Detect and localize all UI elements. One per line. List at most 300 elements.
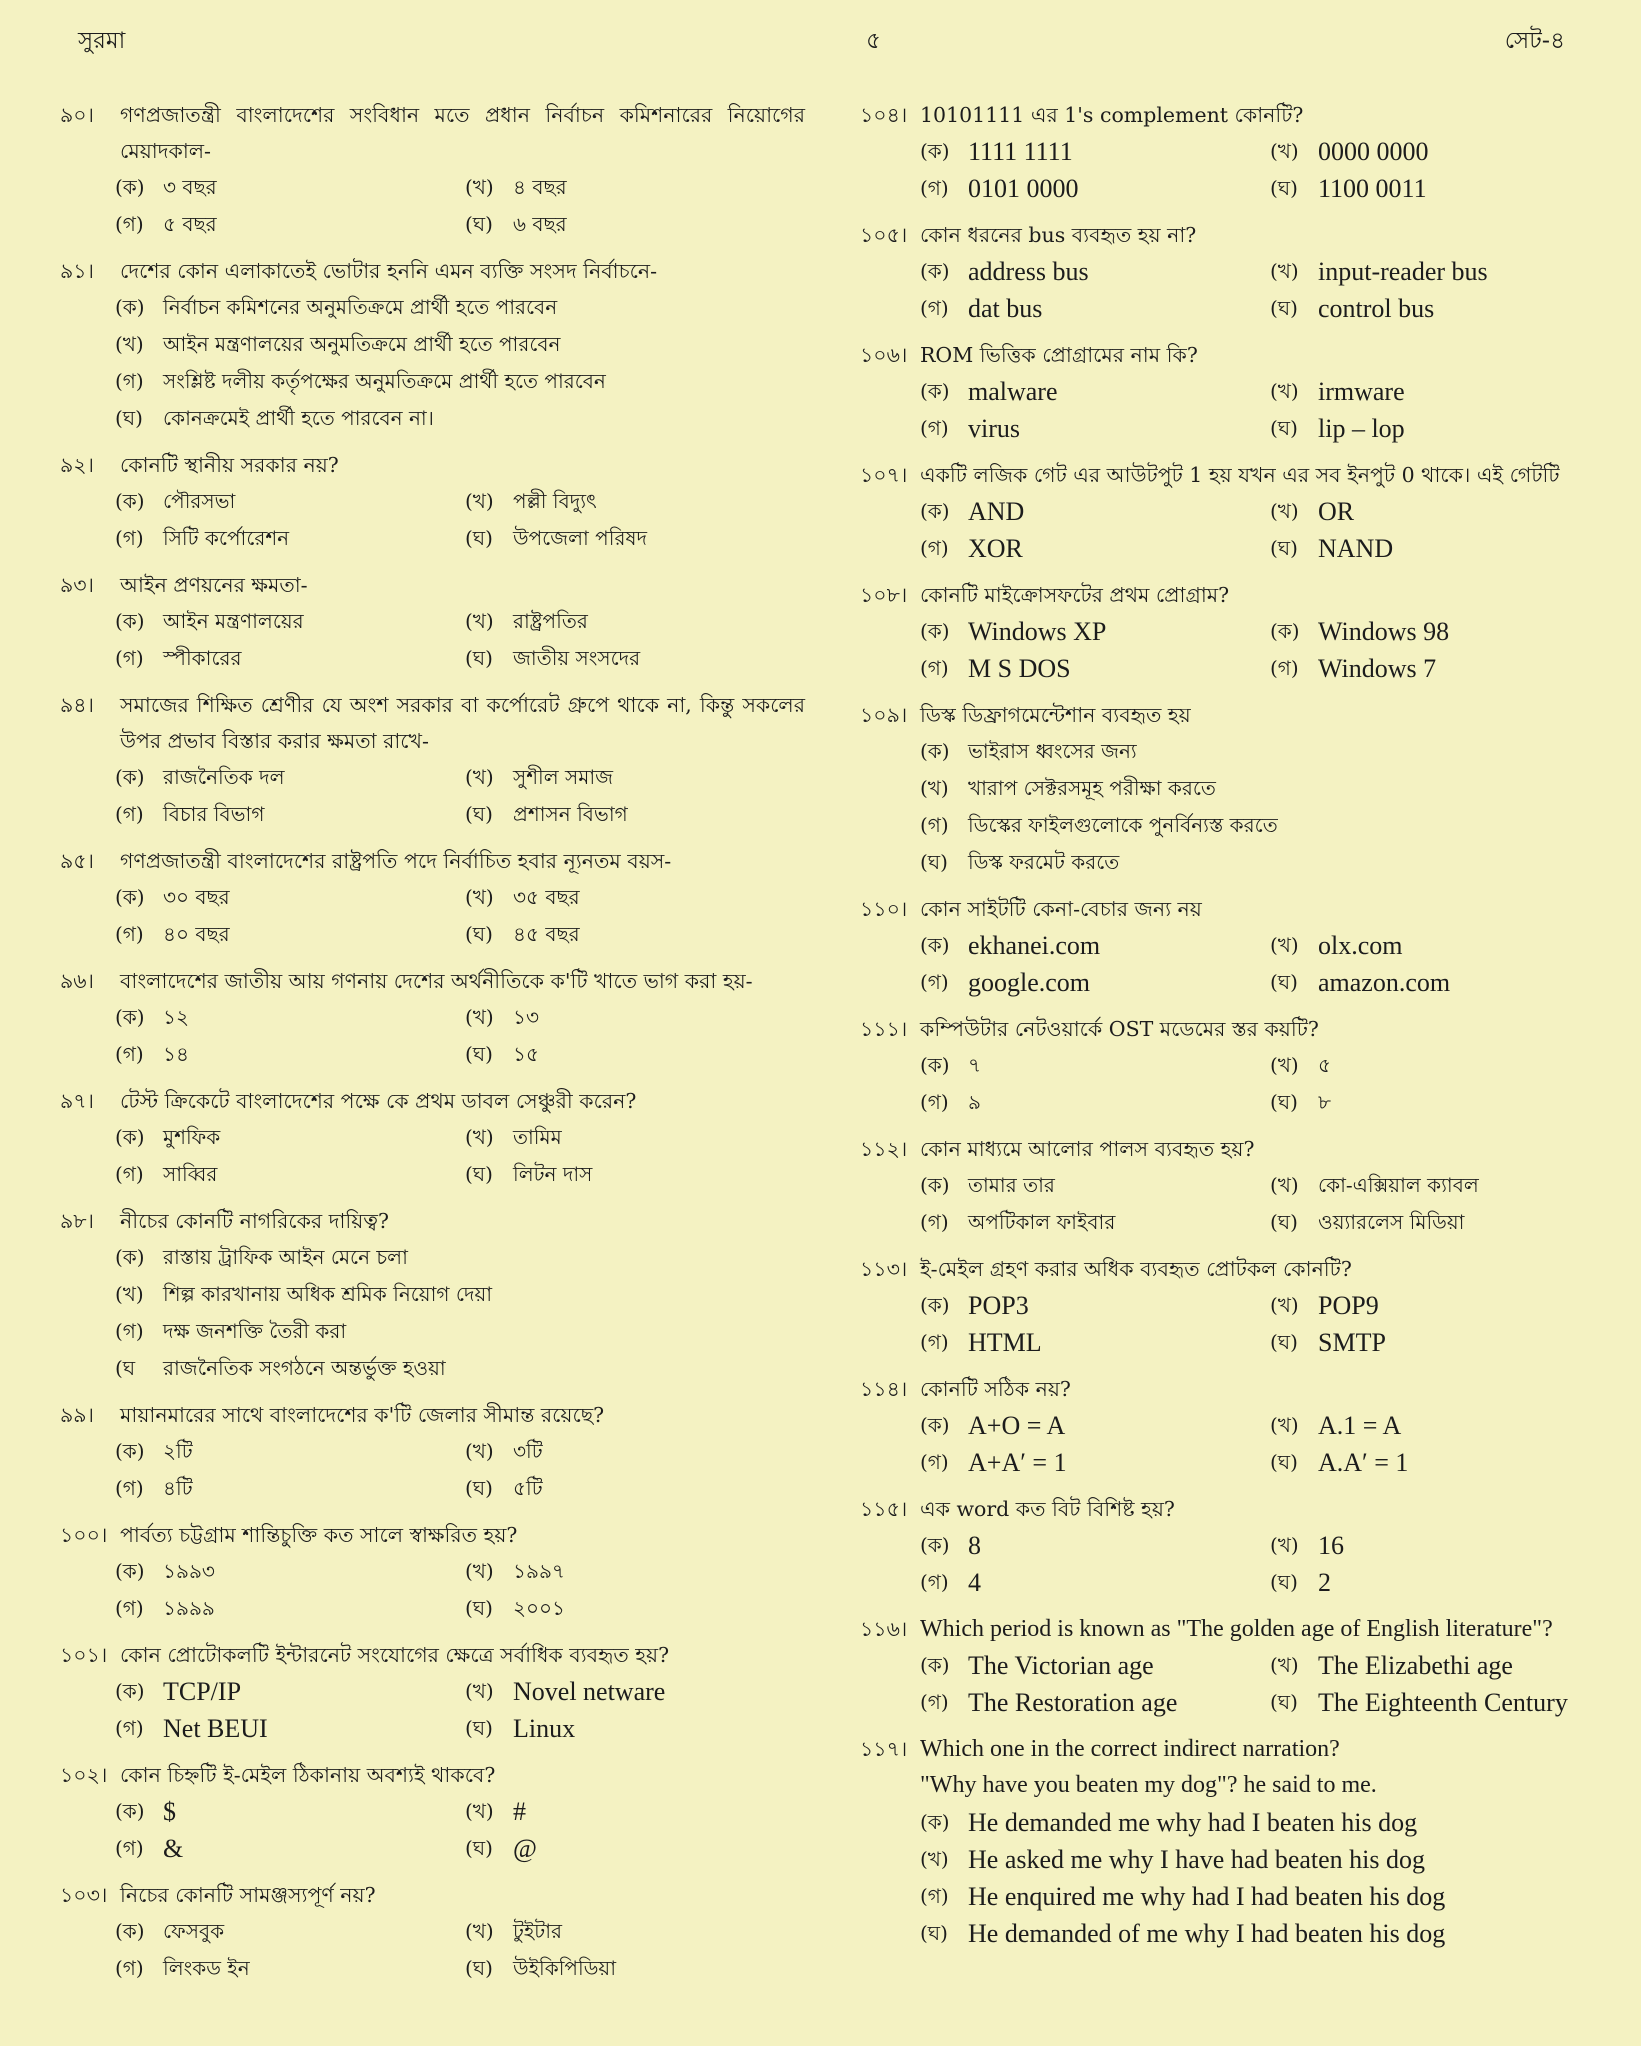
question-number: ১১৭। — [860, 1737, 908, 1761]
option-text: সিটি কর্পোরেশন — [163, 526, 290, 550]
option-item — [920, 964, 1270, 1001]
option-item — [1270, 1647, 1600, 1684]
option-text: dat bus — [968, 294, 1043, 323]
option-label: (ক) — [115, 1679, 145, 1703]
option-item — [920, 1804, 1600, 1841]
option-item — [1270, 530, 1600, 567]
option-label: (ক) — [920, 259, 950, 283]
option-text: ১৫ — [513, 1042, 539, 1066]
option-item — [115, 1350, 805, 1387]
option-text: আইন মন্ত্রণালয়ের — [163, 609, 304, 633]
option-label: (খ) — [465, 1679, 494, 1703]
option-label: (গ) — [920, 1450, 949, 1474]
option-text: ২টি — [163, 1439, 193, 1463]
option-item — [920, 733, 1600, 770]
option-text: তামার তার — [968, 1173, 1055, 1197]
option-text: ১৯৯৩ — [163, 1559, 215, 1583]
question-head — [60, 687, 805, 759]
option-item — [1270, 1444, 1600, 1481]
option-text: 0000 0000 — [1318, 137, 1429, 166]
option-label: (গ) — [920, 970, 949, 994]
question-item — [60, 963, 805, 1073]
option-label: (ঘ) — [465, 1042, 493, 1066]
option-label: (খ) — [1270, 1293, 1299, 1317]
option-text: Novel netware — [513, 1677, 666, 1706]
option-text: 1100 0011 — [1318, 174, 1427, 203]
option-text: রাষ্ট্রপতির — [513, 609, 588, 633]
question-item — [860, 97, 1600, 207]
option-label: (খ) — [1270, 1173, 1299, 1197]
option-label: (ঘ) — [115, 406, 143, 430]
option-text: ডিস্ক ফরমেট করতে — [968, 850, 1120, 874]
option-label: (ক) — [115, 1125, 145, 1149]
options-grid — [860, 1527, 1600, 1601]
question-head — [860, 1011, 1600, 1047]
option-text: POP9 — [1318, 1291, 1379, 1320]
option-text: AND — [968, 497, 1025, 526]
option-text: আইন মন্ত্রণালয়ের অনুমতিক্রমে প্রার্থী হতে পারবেন — [163, 332, 561, 356]
option-label: (ঘ) — [465, 802, 493, 826]
option-label: (ঘ) — [465, 1162, 493, 1186]
option-item — [1270, 1287, 1600, 1324]
question-number: ১০৬। — [860, 343, 908, 367]
option-item — [465, 1036, 805, 1073]
option-label: (ক) — [1270, 619, 1300, 643]
option-text: লিংকড ইন — [163, 1956, 250, 1980]
option-item — [1270, 290, 1600, 327]
option-item — [115, 289, 805, 326]
option-item — [920, 1324, 1270, 1361]
options-grid — [60, 1239, 805, 1387]
page-number: ৫ — [866, 28, 881, 54]
question-number: ৯৩। — [60, 573, 94, 597]
question-item — [60, 97, 805, 243]
options-grid — [860, 1407, 1600, 1481]
option-text: ৩ বছর — [163, 175, 217, 199]
option-label: (ক) — [920, 933, 950, 957]
question-text: বাংলাদেশের জাতীয় আয় গণনায় দেশের অর্থনীতিকে ক'টি খাতে ভাগ করা হয়- — [120, 969, 753, 993]
option-text: SMTP — [1318, 1328, 1386, 1357]
option-text: ৩০ বছর — [163, 885, 230, 909]
option-label: (খ) — [1270, 139, 1299, 163]
option-label: (গ) — [115, 526, 144, 550]
option-text: Net BEUI — [163, 1714, 268, 1743]
right-column — [860, 97, 1600, 1962]
question-number: ৯১। — [60, 259, 94, 283]
option-item — [465, 759, 805, 796]
option-item — [465, 1433, 805, 1470]
option-text: অপটিকাল ফাইবার — [968, 1210, 1116, 1234]
option-text: The Elizabethi age — [1318, 1651, 1513, 1680]
options-grid — [60, 1553, 805, 1627]
option-label: (খ) — [1270, 259, 1299, 283]
option-item — [115, 1036, 465, 1073]
question-number: ১০৫। — [860, 223, 908, 247]
option-item — [465, 1950, 805, 1987]
options-grid — [60, 1913, 805, 1987]
option-item — [465, 1156, 805, 1193]
option-item — [115, 483, 465, 520]
option-label: (গ) — [115, 1042, 144, 1066]
option-label: (খ) — [465, 1005, 494, 1029]
option-label: (গ) — [920, 1690, 949, 1714]
question-head — [860, 1251, 1600, 1287]
option-text: A.A′ = 1 — [1318, 1448, 1409, 1477]
option-item — [1270, 1324, 1600, 1361]
question-head — [60, 1757, 805, 1793]
option-text: @ — [513, 1834, 537, 1863]
option-text: NAND — [1318, 534, 1394, 563]
option-label: (খ) — [920, 1847, 949, 1871]
option-item — [115, 796, 465, 833]
option-item — [115, 1830, 465, 1867]
option-label: (ঘ) — [465, 1956, 493, 1980]
option-item — [115, 1313, 805, 1350]
option-item — [1270, 1407, 1600, 1444]
option-text: 2 — [1318, 1568, 1331, 1597]
question-item — [860, 891, 1600, 1001]
option-label: (ঘ) — [1270, 1090, 1298, 1114]
option-label: (ঘ) — [1270, 536, 1298, 560]
option-label: (গ) — [115, 1596, 144, 1620]
options-grid — [60, 759, 805, 833]
option-item — [1270, 373, 1600, 410]
option-label: (ক) — [115, 609, 145, 633]
option-label: (ঘ) — [920, 850, 948, 874]
option-label: (ঘ) — [465, 646, 493, 670]
question-text: দেশের কোন এলাকাতেই ভোটার হননি এমন ব্যক্তি সংসদ নির্বাচনে- — [120, 259, 658, 283]
option-item — [1270, 1084, 1600, 1121]
option-label: (ক) — [115, 885, 145, 909]
question-item — [860, 1611, 1600, 1721]
option-label: (খ) — [465, 1125, 494, 1149]
option-label: (গ) — [920, 536, 949, 560]
option-label: (গ) — [115, 802, 144, 826]
option-text: lip – lop — [1318, 414, 1405, 443]
options-grid — [860, 1287, 1600, 1361]
option-label: (ঘ) — [465, 1596, 493, 1620]
left-column — [60, 97, 805, 1997]
option-item — [465, 1830, 805, 1867]
question-text: কোন মাধ্যমে আলোর পালস ব্যবহৃত হয়? — [920, 1137, 1255, 1161]
question-text: মায়ানমারের সাথে বাংলাদেশের ক'টি জেলার সীমান্ত রয়েছে? — [120, 1403, 605, 1427]
option-item — [1270, 1167, 1600, 1204]
option-label: (গ) — [920, 1570, 949, 1594]
option-text: irmware — [1318, 377, 1405, 406]
question-item — [60, 1203, 805, 1387]
question-item — [860, 1131, 1600, 1241]
option-item — [465, 1470, 805, 1507]
option-label: (ক) — [920, 1810, 950, 1834]
question-head — [860, 1491, 1600, 1527]
option-label: (খ) — [465, 1799, 494, 1823]
question-text: ই-মেইল গ্রহণ করার অধিক ব্যবহৃত প্রোটকল কোনটি? — [920, 1257, 1352, 1281]
option-label: (ক) — [920, 1533, 950, 1557]
question-item — [60, 1083, 805, 1193]
option-item — [115, 400, 805, 437]
option-item — [465, 640, 805, 677]
option-item — [920, 1915, 1600, 1952]
option-label: (ক) — [920, 139, 950, 163]
option-item — [920, 1167, 1270, 1204]
options-grid — [860, 133, 1600, 207]
option-text: A.1 = A — [1318, 1411, 1402, 1440]
option-label: (ক) — [920, 619, 950, 643]
option-text: সুশীল সমাজ — [513, 765, 614, 789]
question-item — [860, 1491, 1600, 1601]
option-item — [115, 1470, 465, 1507]
option-text: input-reader bus — [1318, 257, 1488, 286]
option-item — [920, 844, 1600, 881]
option-label: (ক) — [920, 1653, 950, 1677]
question-text: কোন ধরনের bus ব্যবহৃত হয় না? — [920, 223, 1197, 247]
options-grid — [60, 879, 805, 953]
option-text: ৪৫ বছর — [513, 922, 580, 946]
option-item — [920, 530, 1270, 567]
question-item — [60, 567, 805, 677]
option-label: (গ) — [920, 416, 949, 440]
question-number: ১১০। — [860, 897, 908, 921]
question-text: ডিস্ক ডিফ্রাগমেন্টেশান ব্যবহৃত হয় — [920, 703, 1191, 727]
option-label: (ঘ) — [1270, 1450, 1298, 1474]
option-item — [465, 483, 805, 520]
option-label: (খ) — [1270, 1053, 1299, 1077]
option-item — [920, 927, 1270, 964]
option-label: (ক) — [920, 1053, 950, 1077]
option-label: (খ) — [465, 1559, 494, 1583]
option-item — [1270, 133, 1600, 170]
question-head — [860, 1371, 1600, 1407]
question-text: কোন চিহ্নটি ই-মেইল ঠিকানায় অবশ্যই থাকবে? — [120, 1763, 496, 1787]
option-label: (খ) — [1270, 933, 1299, 957]
option-item — [115, 363, 805, 400]
option-item — [920, 613, 1270, 650]
option-item — [465, 1710, 805, 1747]
set-label: সেট-৪ — [1504, 28, 1565, 54]
option-text: ওয়্যারলেস মিডিয়া — [1318, 1210, 1465, 1234]
option-label: (ক) — [920, 1293, 950, 1317]
options-grid — [60, 603, 805, 677]
option-text: রাস্তায় ট্রাফিক আইন মেনে চলা — [163, 1245, 408, 1269]
option-label: (গ) — [115, 369, 144, 393]
question-quote: "Why have you beaten my dog"? he said to me. — [920, 1772, 1377, 1798]
option-text: ৪টি — [163, 1476, 193, 1500]
question-text: ROM ভিত্তিক প্রোগ্রামের নাম কি? — [920, 343, 1198, 367]
option-text: Linux — [513, 1714, 576, 1743]
option-text: OR — [1318, 497, 1355, 526]
question-head — [860, 1731, 1600, 1767]
option-text: সংশ্লিষ্ট দলীয় কর্তৃপক্ষের অনুমতিক্রমে প্রার্থী হতে পারবেন — [163, 369, 606, 393]
question-text: কোনটি সঠিক নয়? — [920, 1377, 1071, 1401]
question-item — [60, 687, 805, 833]
option-item — [920, 133, 1270, 170]
option-label: (গ) — [920, 1090, 949, 1114]
option-label: (ঘ) — [1270, 1210, 1298, 1234]
question-number: ১১৫। — [860, 1497, 908, 1521]
option-text: malware — [968, 377, 1058, 406]
question-number: ৯৯। — [60, 1403, 94, 1427]
question-item — [60, 1757, 805, 1867]
option-text: TCP/IP — [163, 1677, 242, 1706]
question-item — [860, 1371, 1600, 1481]
option-label: (ঘ) — [1270, 296, 1298, 320]
option-text: ৭ — [968, 1053, 982, 1077]
option-label: (খ) — [1270, 499, 1299, 523]
option-label: (ঘ) — [1270, 1570, 1298, 1594]
question-head — [60, 1517, 805, 1553]
question-item — [60, 253, 805, 437]
option-label: (ক) — [115, 1245, 145, 1269]
option-text: ৬ বছর — [513, 212, 567, 236]
question-number: ৯৫। — [60, 849, 94, 873]
question-head — [860, 697, 1600, 733]
question-text: গণপ্রজাতন্ত্রী বাংলাদেশের সংবিধান মতে প্রধান নির্বাচন কমিশনারের নিয়োগের মেয়াদকাল- — [120, 103, 805, 163]
option-text: 4 — [968, 1568, 981, 1597]
question-text: কোন প্রোটোকলটি ইন্টারনেট সংযোগের ক্ষেত্রে সর্বাধিক ব্যবহৃত হয়? — [120, 1643, 670, 1667]
option-label: (গ) — [115, 646, 144, 670]
option-text: জাতীয় সংসদের — [513, 646, 641, 670]
question-head — [60, 1203, 805, 1239]
option-label: (ঘ) — [465, 922, 493, 946]
option-item — [920, 373, 1270, 410]
option-label: (ক) — [115, 1005, 145, 1029]
question-text: এক word কত বিট বিশিষ্ট হয়? — [920, 1497, 1175, 1521]
option-label: (গ) — [920, 656, 949, 680]
options-grid — [60, 169, 805, 243]
question-number: ১১৩। — [860, 1257, 908, 1281]
option-item — [115, 916, 465, 953]
option-text: পল্লী বিদ্যুৎ — [513, 489, 597, 513]
option-item — [115, 879, 465, 916]
option-item — [465, 796, 805, 833]
option-text: Windows 7 — [1318, 654, 1437, 683]
option-item — [1270, 927, 1600, 964]
option-item — [465, 1553, 805, 1590]
option-label: (খ) — [465, 609, 494, 633]
option-item — [1270, 1684, 1600, 1721]
question-number: ১০৮। — [860, 583, 908, 607]
question-number: ১১২। — [860, 1137, 908, 1161]
question-head — [860, 1611, 1600, 1647]
question-item — [860, 1251, 1600, 1361]
option-item — [465, 520, 805, 557]
question-head — [860, 217, 1600, 253]
question-number: ৯২। — [60, 453, 94, 477]
question-head — [60, 253, 805, 289]
option-item — [115, 1950, 465, 1987]
option-text: HTML — [968, 1328, 1042, 1357]
question-text: টেস্ট ক্রিকেটে বাংলাদেশের পক্ষে কে প্রথম ডাবল সেঞ্চুরী করেন? — [120, 1089, 637, 1113]
option-text: $ — [163, 1797, 176, 1826]
option-text: A+O = A — [968, 1411, 1066, 1440]
option-item — [920, 1647, 1270, 1684]
question-head — [60, 567, 805, 603]
question-head — [60, 1083, 805, 1119]
option-item — [920, 1841, 1600, 1878]
question-head — [860, 97, 1600, 133]
option-text: প্রশাসন বিভাগ — [513, 802, 628, 826]
options-grid — [60, 1119, 805, 1193]
question-number: ১০০। — [60, 1523, 108, 1547]
option-item — [115, 326, 805, 363]
option-label: (গ) — [1270, 656, 1299, 680]
option-label: (ক) — [920, 499, 950, 523]
option-text: ৮ — [1318, 1090, 1331, 1114]
question-text: Which one in the correct indirect narration? — [920, 1736, 1340, 1762]
option-text: He demanded me why had I beaten his dog — [968, 1808, 1418, 1837]
option-text: # — [513, 1797, 526, 1826]
question-number: ৯৮। — [60, 1209, 94, 1233]
option-text: ২০০১ — [513, 1596, 565, 1620]
option-label: (ক) — [115, 1559, 145, 1583]
option-item — [1270, 650, 1600, 687]
option-item — [465, 916, 805, 953]
options-grid — [860, 1167, 1600, 1241]
question-text: কোন সাইটটি কেনা-বেচার জন্য নয় — [920, 897, 1202, 921]
option-item — [115, 1590, 465, 1627]
option-text: He asked me why I have had beaten his dog — [968, 1845, 1426, 1874]
option-item — [115, 1239, 805, 1276]
option-text: সাব্বির — [163, 1162, 218, 1186]
option-label: (গ) — [115, 1836, 144, 1860]
option-text: উইকিপিডিয়া — [513, 1956, 617, 1980]
option-text: স্পীকারের — [163, 646, 242, 670]
option-text: virus — [968, 414, 1020, 443]
option-label: (গ) — [920, 176, 949, 200]
options-grid — [860, 613, 1600, 687]
option-text: address bus — [968, 257, 1089, 286]
option-label: (খ) — [115, 332, 144, 356]
question-item — [60, 447, 805, 557]
option-text: শিল্প কারখানায় অধিক শ্রমিক নিয়োগ দেয়া — [163, 1282, 493, 1306]
option-item — [920, 1407, 1270, 1444]
option-label: (খ) — [465, 175, 494, 199]
option-text: খারাপ সেক্টরসমূহ পরীক্ষা করতে — [968, 776, 1216, 800]
option-text: মুশফিক — [163, 1125, 221, 1149]
option-item — [465, 1590, 805, 1627]
options-grid — [860, 493, 1600, 567]
question-text: কোনটি মাইক্রোসফটের প্রথম প্রোগ্রাম? — [920, 583, 1230, 607]
option-label: (ক) — [115, 1919, 145, 1943]
question-number: ১১৪। — [860, 1377, 908, 1401]
question-head — [60, 1637, 805, 1673]
option-text: ekhanei.com — [968, 931, 1101, 960]
option-text: Windows XP — [968, 617, 1107, 646]
option-text: কো-এক্সিয়াল ক্যাবল — [1318, 1173, 1479, 1197]
option-text: কোনক্রমেই প্রার্থী হতে পারবেন না। — [163, 406, 434, 430]
question-item — [860, 337, 1600, 447]
option-label: (ক) — [920, 739, 950, 763]
option-item — [465, 1119, 805, 1156]
option-item — [115, 520, 465, 557]
options-grid — [860, 373, 1600, 447]
question-item — [60, 1517, 805, 1627]
option-text: তামিম — [513, 1125, 562, 1149]
option-text: 0101 0000 — [968, 174, 1079, 203]
option-item — [465, 1913, 805, 1950]
option-label: (গ) — [920, 1884, 949, 1908]
option-item — [920, 253, 1270, 290]
option-label: (গ) — [115, 1716, 144, 1740]
option-label: (ক) — [115, 489, 145, 513]
question-head — [860, 1131, 1600, 1167]
option-text: বিচার বিভাগ — [163, 802, 265, 826]
option-item — [1270, 964, 1600, 1001]
option-item — [115, 1710, 465, 1747]
question-head — [860, 577, 1600, 613]
option-text: ৫ — [1318, 1053, 1331, 1077]
option-label: (ক) — [115, 1799, 145, 1823]
